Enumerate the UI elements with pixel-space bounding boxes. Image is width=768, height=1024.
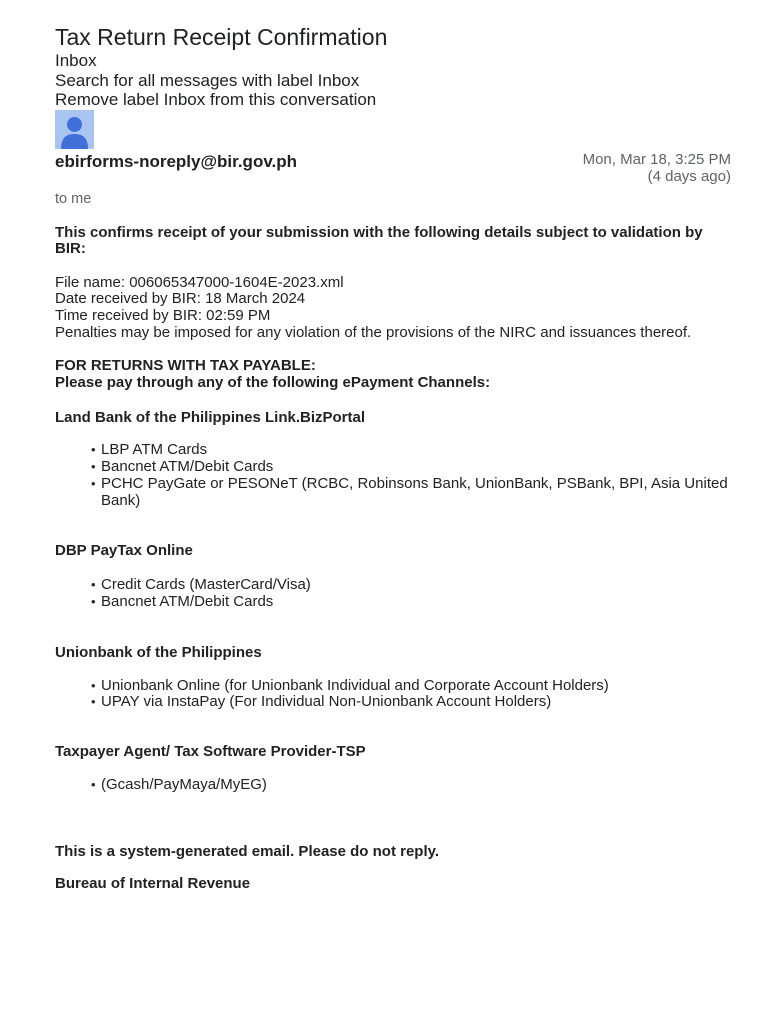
avatar[interactable]	[55, 110, 94, 149]
recipient-line[interactable]: to me	[55, 190, 92, 207]
label-inbox[interactable]: Inbox	[55, 51, 97, 70]
section-list	[55, 678, 731, 712]
list-item: • UPAY via InstaPay (For Individual Non-Unionbank Account Holders)	[91, 694, 731, 711]
search-label-link[interactable]: Search for all messages with label Inbox	[55, 70, 360, 90]
tax-payable-heading: FOR RETURNS WITH TAX PAYABLE:	[55, 357, 316, 375]
section-title: Unionbank of the Philippines	[55, 643, 262, 661]
system-note: This is a system-generated email. Please do not reply.	[55, 842, 440, 860]
list-item: • Unionbank Online (for Unionbank Individual and Corporate Account Holders)	[91, 678, 731, 695]
sender-address[interactable]: ebirforms-noreply@bir.gov.ph	[55, 151, 298, 171]
timestamp	[583, 151, 731, 185]
file-name: File name: 006065347000-1604E-2023.xml	[55, 273, 344, 291]
list-item: • Bancnet ATM/Debit Cards	[91, 459, 731, 476]
penalties-note: Penalties may be imposed for any violation of the provisions of the NIRC and issuances thereof.	[55, 323, 692, 341]
date-text: Mon, Mar 18, 3:25 PM	[582, 150, 731, 168]
section-unionbank	[55, 645, 731, 711]
section-list	[55, 442, 731, 509]
sender-row	[55, 151, 731, 191]
list-item-text: • PCHC PayGate or PESONeT (RCBC, Robinsons Bank, UnionBank, PSBank, BPI, Asia United Bank)	[101, 475, 728, 509]
remove-label-link[interactable]: Remove label Inbox from this conversation	[55, 90, 377, 109]
list-item: • (Gcash/PayMaya/MyEG)	[91, 777, 731, 794]
list-item: • Credit Cards (MasterCard/Visa)	[91, 577, 731, 594]
email-subject: Tax Return Receipt Confirmation	[55, 24, 388, 50]
section-tsp	[55, 744, 731, 794]
list-item: • LBP ATM Cards	[91, 442, 731, 459]
email-view	[55, 24, 731, 893]
time-received: Time received by BIR: 02:59 PM	[55, 306, 271, 324]
payment-intro	[55, 358, 731, 391]
date-received: Date received by BIR: 18 March 2024	[55, 290, 306, 308]
section-list	[55, 777, 731, 794]
section-title: Land Bank of the Philippines Link.BizPortal	[55, 408, 366, 426]
email-body	[55, 225, 731, 894]
relative-date-text: (4 days ago)	[647, 167, 731, 185]
signature: Bureau of Internal Revenue	[55, 875, 251, 893]
list-item	[91, 476, 731, 510]
intro-text: This confirms receipt of your submission with the following details subject to validation by BIR:	[55, 223, 703, 257]
section-landbank	[55, 410, 731, 510]
section-dbp	[55, 543, 731, 611]
section-title: Taxpayer Agent/ Tax Software Provider-TSP	[55, 743, 366, 761]
pay-through-text: Please pay through any of the following ePayment Channels:	[55, 374, 491, 392]
receipt-details	[55, 275, 731, 342]
person-icon	[55, 110, 94, 149]
section-title: DBP PayTax Online	[55, 541, 193, 559]
section-list	[55, 577, 731, 611]
list-item: • Bancnet ATM/Debit Cards	[91, 594, 731, 611]
